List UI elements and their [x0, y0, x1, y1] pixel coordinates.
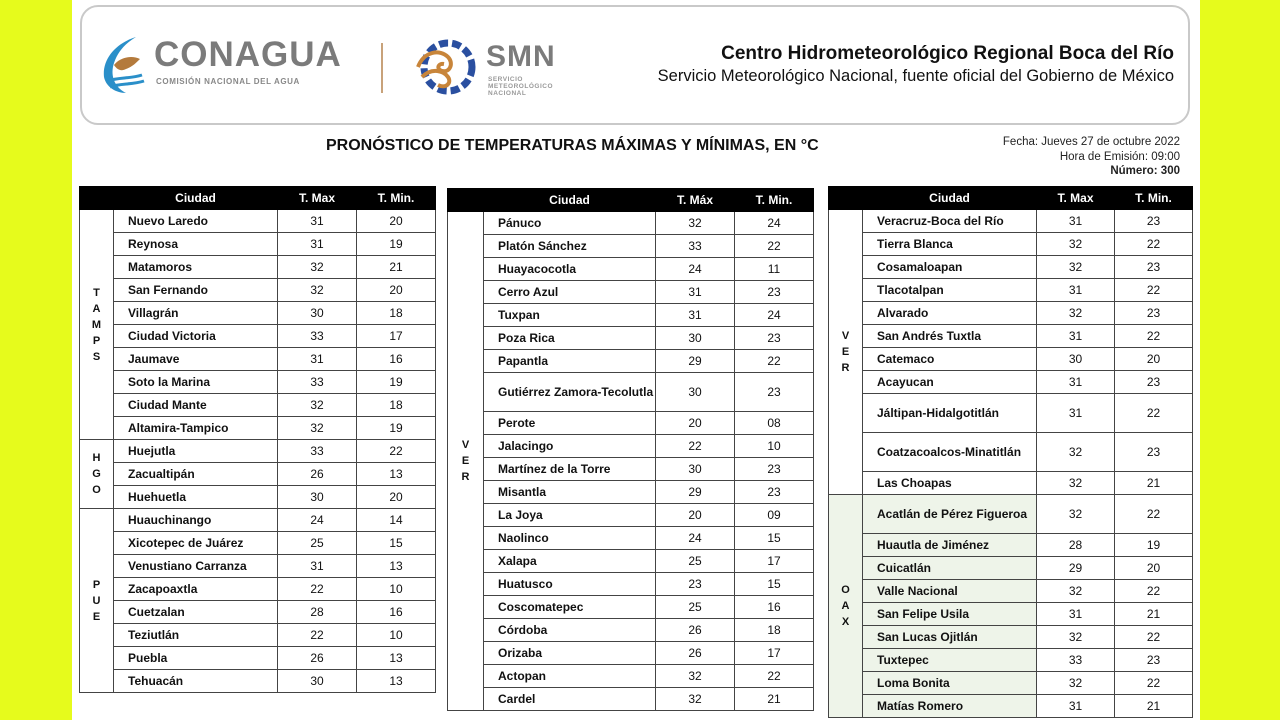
issue-time: Hora de Emisión: 09:00 — [1059, 150, 1180, 163]
table-row — [829, 279, 1193, 302]
city-cell: Jaumave — [114, 348, 278, 371]
max-temp-cell: 29 — [656, 481, 735, 504]
max-temp-cell: 32 — [1037, 302, 1115, 325]
max-temp-cell: 31 — [278, 210, 357, 233]
table-row — [80, 555, 436, 578]
city-cell: Acayucan — [863, 371, 1037, 394]
min-temp-cell: 22 — [1115, 233, 1193, 256]
min-temp-cell: 21 — [357, 256, 436, 279]
max-temp-cell: 32 — [1037, 672, 1115, 695]
table-row — [448, 373, 814, 412]
state-label: T A M P S — [80, 210, 114, 440]
city-cell: Huautla de Jiménez — [863, 534, 1037, 557]
forecast-sheet — [72, 0, 1200, 720]
max-temp-cell: 31 — [1037, 394, 1115, 433]
table-row — [80, 302, 436, 325]
state-label: V E R — [448, 212, 484, 711]
city-cell: La Joya — [484, 504, 656, 527]
max-temp-cell: 32 — [278, 394, 357, 417]
min-temp-cell: 22 — [1115, 279, 1193, 302]
state-header-cell — [80, 187, 114, 210]
min-temp-cell: 19 — [357, 371, 436, 394]
max-temp-cell: 32 — [656, 688, 735, 711]
max-temp-cell: 20 — [656, 412, 735, 435]
max-temp-header: T. Max — [1037, 187, 1115, 210]
max-temp-cell: 30 — [278, 486, 357, 509]
city-cell: Actopan — [484, 665, 656, 688]
min-temp-cell: 08 — [735, 412, 814, 435]
max-temp-cell: 22 — [656, 435, 735, 458]
max-temp-cell: 26 — [278, 647, 357, 670]
table-row — [448, 235, 814, 258]
max-temp-cell: 31 — [278, 233, 357, 256]
table-row — [80, 325, 436, 348]
table-row — [829, 557, 1193, 580]
table-row — [829, 472, 1193, 495]
min-temp-cell: 23 — [1115, 371, 1193, 394]
table-header-row — [448, 189, 814, 212]
max-temp-cell: 29 — [656, 350, 735, 373]
max-temp-cell: 32 — [1037, 433, 1115, 472]
conagua-emblem-icon — [96, 35, 150, 95]
smn-logo — [414, 37, 594, 101]
table-row — [448, 504, 814, 527]
city-cell: Alvarado — [863, 302, 1037, 325]
city-cell: Orizaba — [484, 642, 656, 665]
city-cell: Coatzacoalcos-Minatitlán — [863, 433, 1037, 472]
max-temp-cell: 33 — [278, 371, 357, 394]
min-temp-cell: 17 — [357, 325, 436, 348]
city-cell: Perote — [484, 412, 656, 435]
table-row — [829, 210, 1193, 233]
max-temp-cell: 31 — [1037, 210, 1115, 233]
min-temp-cell: 23 — [1115, 210, 1193, 233]
table-row — [829, 233, 1193, 256]
city-cell: Xalapa — [484, 550, 656, 573]
max-temp-cell: 32 — [1037, 256, 1115, 279]
city-cell: Las Choapas — [863, 472, 1037, 495]
table-row — [829, 371, 1193, 394]
table-row — [80, 233, 436, 256]
max-temp-cell: 33 — [278, 440, 357, 463]
min-temp-cell: 23 — [1115, 433, 1193, 472]
max-temp-cell: 30 — [1037, 348, 1115, 371]
city-cell: Nuevo Laredo — [114, 210, 278, 233]
state-label: P U E — [80, 509, 114, 693]
city-cell: Cuetzalan — [114, 601, 278, 624]
max-temp-cell: 30 — [656, 373, 735, 412]
city-cell: Huatusco — [484, 573, 656, 596]
table-row — [829, 603, 1193, 626]
min-temp-cell: 21 — [1115, 695, 1193, 718]
min-temp-cell: 23 — [1115, 256, 1193, 279]
table-row — [80, 463, 436, 486]
min-temp-cell: 21 — [1115, 472, 1193, 495]
table-row — [448, 412, 814, 435]
table-row — [80, 417, 436, 440]
table-row — [829, 394, 1193, 433]
smn-tagline — [488, 76, 553, 97]
issue-info — [1003, 135, 1180, 179]
table-row — [448, 435, 814, 458]
city-cell: Jáltipan-Hidalgotitlán — [863, 394, 1037, 433]
city-cell: Teziutlán — [114, 624, 278, 647]
state-label: V E R — [829, 210, 863, 495]
table-row — [80, 509, 436, 532]
max-temp-cell: 22 — [278, 578, 357, 601]
max-temp-cell: 31 — [1037, 325, 1115, 348]
max-temp-cell: 31 — [278, 555, 357, 578]
max-temp-cell: 33 — [1037, 649, 1115, 672]
city-cell: Loma Bonita — [863, 672, 1037, 695]
max-temp-cell: 30 — [656, 458, 735, 481]
min-temp-cell: 22 — [357, 440, 436, 463]
max-temp-cell: 32 — [1037, 233, 1115, 256]
table-row — [80, 578, 436, 601]
max-temp-cell: 32 — [1037, 626, 1115, 649]
min-temp-cell: 13 — [357, 463, 436, 486]
table-row — [80, 647, 436, 670]
table-row — [80, 394, 436, 417]
conagua-logo — [96, 33, 386, 97]
city-cell: San Andrés Tuxtla — [863, 325, 1037, 348]
table-row — [80, 601, 436, 624]
city-cell: Huehuetla — [114, 486, 278, 509]
smn-tagline-line-2: METEOROLÓGICO — [488, 83, 553, 90]
table-row — [448, 619, 814, 642]
city-cell: Tuxpan — [484, 304, 656, 327]
table-row — [829, 649, 1193, 672]
min-temp-cell: 24 — [735, 212, 814, 235]
min-temp-cell: 16 — [735, 596, 814, 619]
max-temp-cell: 30 — [656, 327, 735, 350]
state-label: H G O — [80, 440, 114, 509]
city-cell: Gutiérrez Zamora-Tecolutla — [484, 373, 656, 412]
city-cell: Catemaco — [863, 348, 1037, 371]
table-row — [829, 325, 1193, 348]
max-temp-cell: 26 — [278, 463, 357, 486]
table-row — [448, 212, 814, 235]
max-temp-cell: 31 — [278, 348, 357, 371]
city-cell: Cuicatlán — [863, 557, 1037, 580]
city-cell: Matamoros — [114, 256, 278, 279]
city-cell: Villagrán — [114, 302, 278, 325]
table-row — [80, 210, 436, 233]
min-temp-cell: 19 — [357, 417, 436, 440]
city-cell: Veracruz-Boca del Río — [863, 210, 1037, 233]
issue-date: Fecha: Jueves 27 de octubre 2022 — [1002, 136, 1180, 148]
min-temp-cell: 19 — [1115, 534, 1193, 557]
state-header-cell — [829, 187, 863, 210]
table-row — [829, 302, 1193, 325]
table-row — [448, 258, 814, 281]
city-cell: San Lucas Ojitlán — [863, 626, 1037, 649]
city-header: Ciudad — [114, 187, 278, 210]
city-cell: Platón Sánchez — [484, 235, 656, 258]
city-cell: Jalacingo — [484, 435, 656, 458]
city-cell: Tlacotalpan — [863, 279, 1037, 302]
min-temp-header: T. Min. — [735, 189, 814, 212]
min-temp-cell: 17 — [735, 550, 814, 573]
city-cell: Tuxtepec — [863, 649, 1037, 672]
min-temp-cell: 22 — [735, 350, 814, 373]
max-temp-cell: 29 — [1037, 557, 1115, 580]
table-row — [829, 626, 1193, 649]
table-row — [448, 458, 814, 481]
smn-tagline-line-3: NACIONAL — [488, 90, 527, 97]
min-temp-cell: 23 — [1115, 302, 1193, 325]
smn-emblem-icon — [414, 37, 478, 99]
min-temp-cell: 23 — [735, 458, 814, 481]
table-row — [80, 670, 436, 693]
city-cell: Cerro Azul — [484, 281, 656, 304]
min-temp-cell: 23 — [1115, 649, 1193, 672]
table-row — [80, 624, 436, 647]
min-temp-cell: 23 — [735, 373, 814, 412]
table-row — [80, 486, 436, 509]
table-row — [448, 481, 814, 504]
city-cell: Altamira-Tampico — [114, 417, 278, 440]
forecast-table-3 — [828, 186, 1193, 718]
max-temp-cell: 32 — [278, 417, 357, 440]
min-temp-cell: 24 — [735, 304, 814, 327]
max-temp-cell: 31 — [1037, 371, 1115, 394]
table-row — [829, 256, 1193, 279]
min-temp-cell: 20 — [357, 486, 436, 509]
city-cell: Zacapoaxtla — [114, 578, 278, 601]
min-temp-header: T. Min. — [1115, 187, 1193, 210]
max-temp-cell: 28 — [278, 601, 357, 624]
min-temp-cell: 15 — [735, 527, 814, 550]
table-row — [829, 672, 1193, 695]
min-temp-cell: 15 — [357, 532, 436, 555]
min-temp-cell: 22 — [1115, 394, 1193, 433]
max-temp-cell: 32 — [1037, 580, 1115, 603]
min-temp-cell: 13 — [357, 647, 436, 670]
conagua-wordmark: CONAGUA — [154, 35, 342, 74]
table-row — [829, 433, 1193, 472]
table-row — [448, 573, 814, 596]
header-banner — [80, 5, 1190, 125]
min-temp-cell: 18 — [357, 394, 436, 417]
max-temp-cell: 26 — [656, 642, 735, 665]
city-cell: Misantla — [484, 481, 656, 504]
max-temp-cell: 30 — [278, 670, 357, 693]
table-row — [448, 665, 814, 688]
city-cell: Reynosa — [114, 233, 278, 256]
table-row — [80, 532, 436, 555]
city-cell: Tehuacán — [114, 670, 278, 693]
max-temp-cell: 24 — [656, 527, 735, 550]
min-temp-cell: 21 — [735, 688, 814, 711]
table-row — [448, 688, 814, 711]
max-temp-cell: 32 — [656, 665, 735, 688]
max-temp-cell: 31 — [656, 281, 735, 304]
min-temp-cell: 16 — [357, 348, 436, 371]
conagua-tagline: COMISIÓN NACIONAL DEL AGUA — [156, 77, 300, 86]
table-row — [829, 495, 1193, 534]
bulletin-number: Número: 300 — [1110, 165, 1180, 177]
table-row — [448, 304, 814, 327]
state-label: O A X — [829, 495, 863, 718]
max-temp-cell: 25 — [656, 596, 735, 619]
min-temp-cell: 10 — [357, 624, 436, 647]
min-temp-cell: 20 — [357, 279, 436, 302]
city-cell: Huayacocotla — [484, 258, 656, 281]
min-temp-cell: 22 — [1115, 495, 1193, 534]
city-header: Ciudad — [863, 187, 1037, 210]
city-cell: Tierra Blanca — [863, 233, 1037, 256]
min-temp-cell: 22 — [1115, 580, 1193, 603]
max-temp-cell: 32 — [1037, 495, 1115, 534]
city-cell: Córdoba — [484, 619, 656, 642]
max-temp-cell: 33 — [278, 325, 357, 348]
max-temp-cell: 22 — [278, 624, 357, 647]
min-temp-header: T. Min. — [357, 187, 436, 210]
city-header: Ciudad — [484, 189, 656, 212]
city-cell: Martínez de la Torre — [484, 458, 656, 481]
min-temp-cell: 18 — [735, 619, 814, 642]
min-temp-cell: 10 — [735, 435, 814, 458]
center-title: Centro Hidrometeorológico Regional Boca del Río — [721, 43, 1174, 64]
min-temp-cell: 20 — [357, 210, 436, 233]
min-temp-cell: 09 — [735, 504, 814, 527]
forecast-table-1 — [79, 186, 436, 693]
city-cell: Poza Rica — [484, 327, 656, 350]
city-cell: Xicotepec de Juárez — [114, 532, 278, 555]
table-row — [80, 279, 436, 302]
min-temp-cell: 21 — [1115, 603, 1193, 626]
min-temp-cell: 22 — [735, 665, 814, 688]
table-row — [80, 256, 436, 279]
min-temp-cell: 10 — [357, 578, 436, 601]
table-header-row — [80, 187, 436, 210]
max-temp-cell: 26 — [656, 619, 735, 642]
city-cell: Valle Nacional — [863, 580, 1037, 603]
city-cell: Papantla — [484, 350, 656, 373]
min-temp-cell: 20 — [1115, 348, 1193, 371]
smn-tagline-line-1: SERVICIO — [488, 76, 523, 83]
max-temp-cell: 20 — [656, 504, 735, 527]
table-row — [829, 580, 1193, 603]
service-subtitle: Servicio Meteorológico Nacional, fuente oficial del Gobierno de México — [657, 67, 1174, 85]
min-temp-cell: 20 — [1115, 557, 1193, 580]
table-row — [80, 440, 436, 463]
city-cell: Venustiano Carranza — [114, 555, 278, 578]
max-temp-header: T. Máx — [656, 189, 735, 212]
city-cell: Ciudad Mante — [114, 394, 278, 417]
table-row — [448, 327, 814, 350]
min-temp-cell: 18 — [357, 302, 436, 325]
max-temp-cell: 25 — [278, 532, 357, 555]
table-row — [448, 350, 814, 373]
forecast-title: PRONÓSTICO DE TEMPERATURAS MÁXIMAS Y MÍNIMAS, EN °C — [326, 137, 819, 154]
city-cell: Soto la Marina — [114, 371, 278, 394]
max-temp-cell: 32 — [278, 279, 357, 302]
max-temp-cell: 25 — [656, 550, 735, 573]
table-row — [448, 527, 814, 550]
city-cell: Ciudad Victoria — [114, 325, 278, 348]
min-temp-cell: 23 — [735, 327, 814, 350]
table-row — [829, 534, 1193, 557]
max-temp-cell: 31 — [1037, 603, 1115, 626]
table-row — [448, 596, 814, 619]
min-temp-cell: 14 — [357, 509, 436, 532]
max-temp-header: T. Max — [278, 187, 357, 210]
min-temp-cell: 13 — [357, 670, 436, 693]
max-temp-cell: 32 — [656, 212, 735, 235]
max-temp-cell: 33 — [656, 235, 735, 258]
table-row — [829, 695, 1193, 718]
min-temp-cell: 23 — [735, 281, 814, 304]
table-row — [448, 550, 814, 573]
city-cell: Matías Romero — [863, 695, 1037, 718]
city-cell: Zacualtipán — [114, 463, 278, 486]
min-temp-cell: 22 — [735, 235, 814, 258]
city-cell: San Felipe Usila — [863, 603, 1037, 626]
city-cell: Coscomatepec — [484, 596, 656, 619]
table-row — [448, 281, 814, 304]
city-cell: Cosamaloapan — [863, 256, 1037, 279]
max-temp-cell: 32 — [278, 256, 357, 279]
table-row — [829, 348, 1193, 371]
city-cell: San Fernando — [114, 279, 278, 302]
logo-divider — [381, 43, 383, 93]
min-temp-cell: 11 — [735, 258, 814, 281]
state-header-cell — [448, 189, 484, 212]
table-row — [80, 371, 436, 394]
max-temp-cell: 31 — [1037, 695, 1115, 718]
max-temp-cell: 31 — [1037, 279, 1115, 302]
table-row — [448, 642, 814, 665]
smn-wordmark: SMN — [486, 40, 556, 73]
max-temp-cell: 30 — [278, 302, 357, 325]
min-temp-cell: 22 — [1115, 672, 1193, 695]
min-temp-cell: 22 — [1115, 325, 1193, 348]
city-cell: Huejutla — [114, 440, 278, 463]
max-temp-cell: 23 — [656, 573, 735, 596]
table-header-row — [829, 187, 1193, 210]
city-cell: Pánuco — [484, 212, 656, 235]
city-cell: Huauchinango — [114, 509, 278, 532]
min-temp-cell: 19 — [357, 233, 436, 256]
max-temp-cell: 31 — [656, 304, 735, 327]
min-temp-cell: 22 — [1115, 626, 1193, 649]
max-temp-cell: 24 — [656, 258, 735, 281]
min-temp-cell: 17 — [735, 642, 814, 665]
min-temp-cell: 13 — [357, 555, 436, 578]
city-cell: Puebla — [114, 647, 278, 670]
min-temp-cell: 16 — [357, 601, 436, 624]
city-cell: Cardel — [484, 688, 656, 711]
min-temp-cell: 23 — [735, 481, 814, 504]
city-cell: Acatlán de Pérez Figueroa — [863, 495, 1037, 534]
max-temp-cell: 32 — [1037, 472, 1115, 495]
forecast-table-2 — [447, 188, 814, 711]
city-cell: Naolinco — [484, 527, 656, 550]
min-temp-cell: 15 — [735, 573, 814, 596]
table-row — [80, 348, 436, 371]
max-temp-cell: 24 — [278, 509, 357, 532]
max-temp-cell: 28 — [1037, 534, 1115, 557]
